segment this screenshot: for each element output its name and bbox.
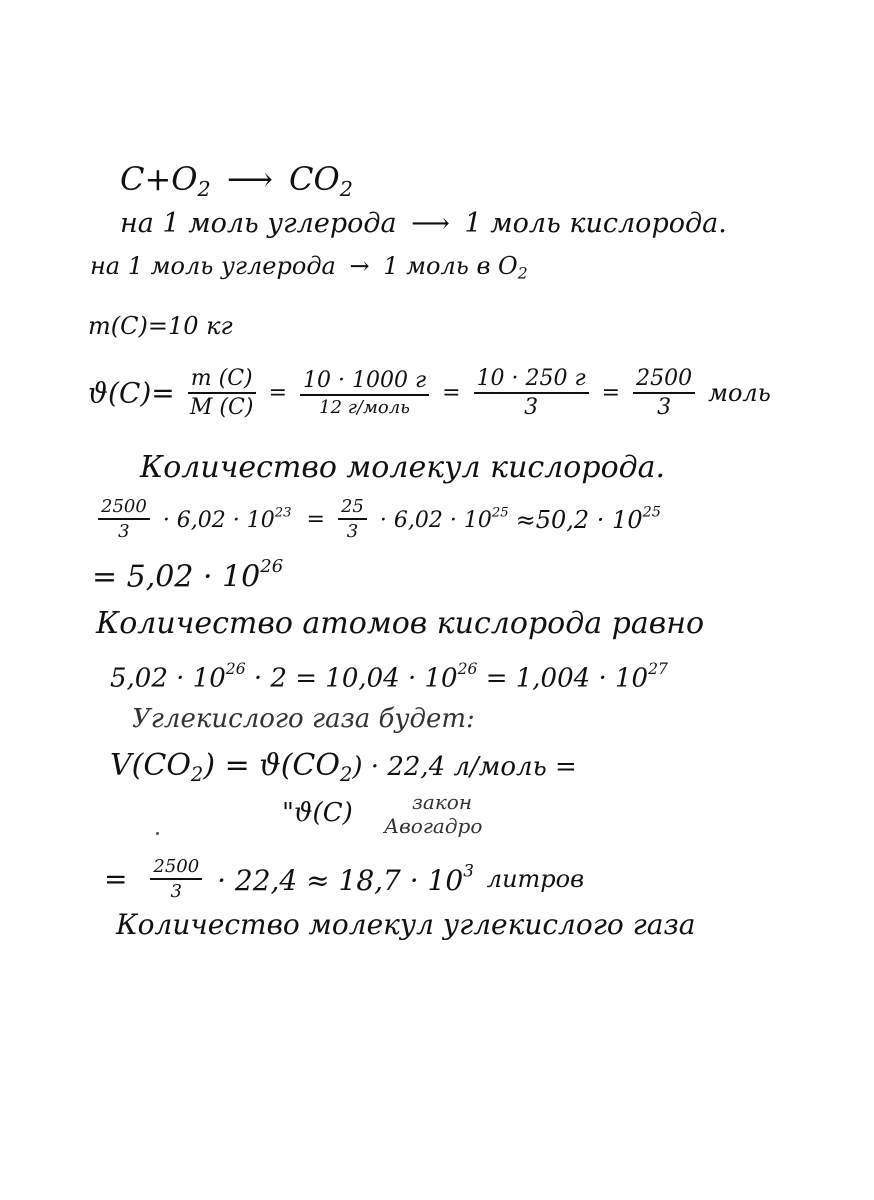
atoms-calculation	[110, 660, 668, 693]
molecules-calculation	[92, 496, 661, 542]
molecules-approx: ≈50,2 · 10	[515, 505, 643, 534]
reaction-arrow: ⟶	[226, 160, 273, 198]
volume-mid: ) = ϑ(CO	[203, 748, 340, 783]
reaction-lhs-subscript: 2	[197, 177, 211, 202]
moles-fraction-1-numerator: m (C)	[188, 366, 256, 394]
molecules-fraction-1-denominator: 3	[118, 521, 130, 542]
volume-result-fraction	[150, 856, 202, 902]
molecules-result	[92, 556, 283, 594]
volume-result-denominator: 3	[170, 881, 182, 902]
molecules-part-2: · 6,02 · 10	[379, 507, 492, 533]
molecules-result-exponent: 26	[260, 556, 284, 577]
carbon-mass: m(C)=10 кг	[88, 312, 233, 340]
atoms-heading: Количество атомов кислорода равно	[96, 606, 705, 641]
moles-calculation	[88, 366, 771, 420]
volume-result-unit: литров	[486, 865, 585, 893]
volume-mid-subscript: 2	[339, 762, 353, 786]
co2-heading: Углекислого газа будет:	[132, 704, 475, 734]
mole-ratio-1-right: 1 моль кислорода.	[464, 208, 727, 239]
volume-result	[104, 856, 584, 902]
volume-lhs: V(CO	[110, 748, 191, 783]
reaction-lhs: C+O	[120, 160, 198, 198]
volume-note-eq: "ϑ(C)	[282, 798, 353, 828]
moles-fraction-2	[300, 368, 429, 418]
moles-equals-1: =	[268, 380, 288, 406]
moles-unit: моль	[708, 379, 771, 407]
moles-fraction-4-denominator: 3	[657, 395, 672, 420]
volume-lhs-subscript: 2	[190, 762, 204, 786]
moles-fraction-2-denominator: 12 г/моль	[319, 397, 410, 418]
reaction-rhs: CO	[288, 160, 340, 198]
volume-equation	[110, 748, 577, 786]
stray-dot	[156, 832, 159, 835]
mole-ratio-1-arrow: ⟶	[411, 208, 450, 239]
moles-fraction-3-numerator: 10 · 250 г	[474, 366, 589, 394]
moles-equals-3: =	[601, 380, 621, 406]
moles-fraction-1	[188, 366, 256, 420]
mole-ratio-line-1	[120, 208, 727, 239]
volume-rhs: ) · 22,4 л/моль =	[352, 752, 577, 782]
molecules-exponent-2: 25	[491, 505, 509, 521]
mole-ratio-line-2	[90, 252, 528, 283]
atoms-part-2: · 2 = 10,04 · 10	[253, 663, 458, 694]
atoms-exponent-3: 27	[648, 660, 668, 678]
co2-molecules-heading: Количество молекул углекислого газа	[116, 908, 696, 941]
molecules-part-1: · 6,02 · 10	[162, 507, 275, 533]
moles-fraction-4	[633, 366, 695, 420]
mole-ratio-2-left: на 1 моль углерода	[90, 252, 336, 280]
atoms-exponent-1: 26	[225, 660, 246, 678]
moles-fraction-3	[474, 366, 589, 420]
molecules-exponent-1: 23	[274, 505, 292, 521]
moles-fraction-2-numerator: 10 · 1000 г	[300, 368, 429, 396]
moles-fraction-3-denominator: 3	[524, 395, 539, 420]
molecules-fraction-2-numerator: 25	[338, 496, 367, 520]
molecules-heading: Количество молекул кислорода.	[140, 450, 666, 485]
volume-note-law-1: закон	[412, 790, 472, 814]
molecules-fraction-2-denominator: 3	[346, 521, 359, 542]
atoms-part-3: = 1,004 · 10	[485, 663, 649, 694]
moles-fraction-4-numerator: 2500	[633, 366, 695, 394]
mole-ratio-2-arrow: →	[349, 252, 370, 280]
volume-result-exponent: 3	[463, 860, 474, 881]
volume-result-numerator: 2500	[150, 856, 202, 880]
mole-ratio-1-left: на 1 моль углерода	[120, 208, 397, 239]
volume-result-value: · 22,4 ≈ 18,7 · 10	[217, 864, 464, 898]
reaction-rhs-subscript: 2	[339, 177, 353, 202]
molecules-equals: =	[306, 506, 325, 532]
molecules-result-value: = 5,02 · 10	[92, 559, 261, 595]
moles-equals-2: =	[442, 380, 461, 406]
moles-lhs: ϑ(C)=	[88, 376, 175, 410]
molecules-fraction-1-numerator: 2500	[98, 496, 150, 520]
mole-ratio-2-right: 1 моль в O	[383, 252, 518, 280]
molecules-exponent-3: 25	[642, 504, 661, 521]
moles-fraction-1-denominator: M (C)	[189, 395, 254, 420]
mole-ratio-2-subscript: 2	[517, 264, 528, 283]
atoms-exponent-2: 26	[457, 660, 478, 678]
reaction-equation	[120, 160, 353, 201]
volume-result-prefix: =	[104, 862, 128, 896]
volume-note-law-2: Авогадро	[384, 814, 483, 838]
atoms-part-1: 5,02 · 10	[110, 663, 226, 694]
molecules-fraction-2	[338, 496, 367, 542]
molecules-fraction-1	[98, 496, 150, 542]
